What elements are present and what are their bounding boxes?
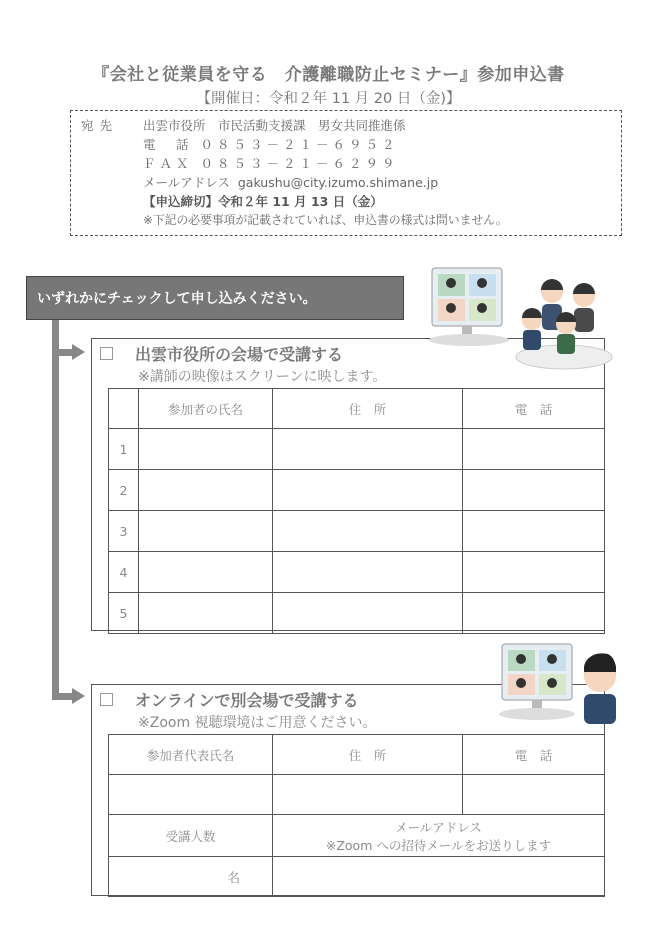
name-cell[interactable]	[139, 470, 273, 511]
instruction-banner: いずれかにチェックして申し込みください。	[26, 276, 404, 320]
representative-name-cell[interactable]	[109, 775, 273, 815]
phone-cell[interactable]	[463, 552, 605, 593]
address-cell[interactable]	[273, 593, 463, 634]
phone-cell[interactable]	[463, 470, 605, 511]
phone-cell[interactable]	[463, 775, 605, 815]
row-number: 2	[109, 470, 139, 511]
table-row	[109, 593, 605, 634]
row-number: 3	[109, 511, 139, 552]
row-number: 4	[109, 552, 139, 593]
count-unit: 名	[227, 869, 240, 885]
address-cell[interactable]	[273, 552, 463, 593]
fax-number: ０８５３－２１－６２９９	[200, 156, 399, 171]
video-call-illustration-icon	[496, 640, 621, 728]
online-table	[108, 734, 605, 897]
connector-branch-online	[52, 693, 74, 700]
row-number: 5	[109, 593, 139, 634]
deadline: 【申込締切】令和２年 11 月 13 日（金）	[143, 194, 383, 209]
tel-label: 電 話	[143, 137, 193, 152]
format-note: ※下記の必要事項が記載されていれば、申込書の様式は問いません。	[143, 213, 508, 227]
address-cell[interactable]	[273, 775, 463, 815]
email-header	[273, 815, 605, 857]
phone-cell[interactable]	[463, 511, 605, 552]
col-phone: 電 話	[463, 389, 605, 429]
venue-table	[108, 388, 605, 634]
tel-number: ０８５３－２１－６９５２	[200, 137, 399, 152]
name-cell[interactable]	[139, 429, 273, 470]
address-label: 宛先	[81, 118, 119, 133]
email-cell[interactable]	[273, 857, 605, 897]
email-col-note: ※Zoom への招待メールをお送りします	[325, 837, 552, 853]
online-title: オンラインで別会場で受講する	[135, 691, 359, 710]
email-label: メールアドレス	[143, 175, 230, 190]
venue-checkbox[interactable]	[100, 347, 113, 360]
arrow-online-icon	[72, 688, 85, 704]
venue-title: 出雲市役所の会場で受講する	[135, 345, 344, 364]
venue-section	[91, 338, 605, 631]
venue-note: ※講師の映像はスクリーンに映します。	[138, 369, 387, 385]
phone-cell[interactable]	[463, 593, 605, 634]
name-cell[interactable]	[139, 511, 273, 552]
table-row	[109, 511, 605, 552]
address-cell[interactable]	[273, 511, 463, 552]
arrow-venue-icon	[72, 344, 85, 360]
table-row	[109, 429, 605, 470]
address-org: 出雲市役所 市民活動支援課 男女共同推進係	[143, 118, 406, 133]
email-address: gakushu@city.izumo.shimane.jp	[237, 175, 439, 190]
col-phone: 電 話	[463, 735, 605, 775]
online-note: ※Zoom 視聴環境はご用意ください。	[138, 715, 377, 731]
email-col-label: メールアドレス	[395, 819, 482, 835]
connector-branch-venue	[52, 349, 74, 356]
row-number: 1	[109, 429, 139, 470]
address-cell[interactable]	[273, 470, 463, 511]
event-date: 【開催日：令和２年 11 月 20 日（金)】	[196, 91, 461, 107]
table-row	[109, 552, 605, 593]
online-checkbox[interactable]	[100, 693, 113, 706]
address-box	[70, 110, 622, 236]
name-cell[interactable]	[139, 552, 273, 593]
connector-line	[52, 320, 59, 700]
col-participant-name: 参加者の氏名	[139, 389, 273, 429]
col-address: 住 所	[273, 735, 463, 775]
fax-label: ＦＡＸ	[143, 156, 193, 171]
form-title: 『会社と従業員を守る 介護離職防止セミナー』参加申込書	[92, 65, 565, 85]
phone-cell[interactable]	[463, 429, 605, 470]
meeting-illustration-icon	[424, 262, 614, 372]
count-cell[interactable]	[109, 857, 273, 897]
address-cell[interactable]	[273, 429, 463, 470]
name-cell[interactable]	[139, 593, 273, 634]
table-row	[109, 470, 605, 511]
col-address: 住 所	[273, 389, 463, 429]
table-row	[109, 775, 605, 815]
col-representative-name: 参加者代表氏名	[109, 735, 273, 775]
count-label: 受講人数	[109, 815, 273, 857]
